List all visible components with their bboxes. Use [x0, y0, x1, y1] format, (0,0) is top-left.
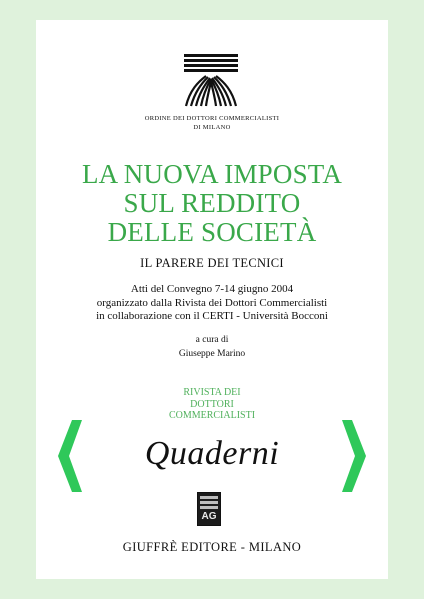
logo-stripe: [200, 506, 218, 509]
organization-name: [0, 114, 424, 132]
acts-line-2: organizzato dalla Rivista dei Dottori Commercialisti: [96, 296, 328, 309]
org-name-line-1: ORDINE DEI DOTTORI COMMERCIALISTI: [144, 115, 280, 122]
book-title: [0, 160, 424, 247]
title-line-2: SUL REDDITO: [123, 188, 301, 218]
logo-stripe: [200, 501, 218, 504]
org-name-line-2: DI MILANO: [193, 124, 231, 131]
title-line-3: DELLE SOCIETÀ: [107, 217, 317, 247]
order-of-accountants-logo-icon: [182, 52, 240, 108]
series-line-1: RIVISTA DEI: [183, 387, 241, 398]
title-line-1: LA NUOVA IMPOSTA: [81, 159, 343, 189]
book-subtitle: IL PARERE DEI TECNICI: [140, 256, 284, 270]
editor-credit: [0, 333, 424, 361]
series-name: [0, 387, 424, 422]
acts-line-1: Atti del Convegno 7-14 giugno 2004: [130, 283, 294, 295]
publisher-logo-text: AG: [201, 511, 217, 522]
series-line-3: COMMERCIALISTI: [168, 410, 256, 421]
series-title: Quaderni: [144, 435, 280, 472]
logo-stripe: [200, 496, 218, 499]
series-line-2: DOTTORI: [190, 398, 234, 410]
acts-line-3: in collaborazione con il CERTI - Università Bocconi: [96, 310, 328, 322]
publisher-name: GIUFFRÈ EDITORE - MILANO: [122, 540, 302, 554]
editor-name: Giuseppe Marino: [178, 349, 246, 359]
giuffre-publisher-logo-icon: [197, 492, 221, 526]
conference-details: [0, 283, 424, 324]
editor-label: a cura di: [195, 335, 229, 345]
